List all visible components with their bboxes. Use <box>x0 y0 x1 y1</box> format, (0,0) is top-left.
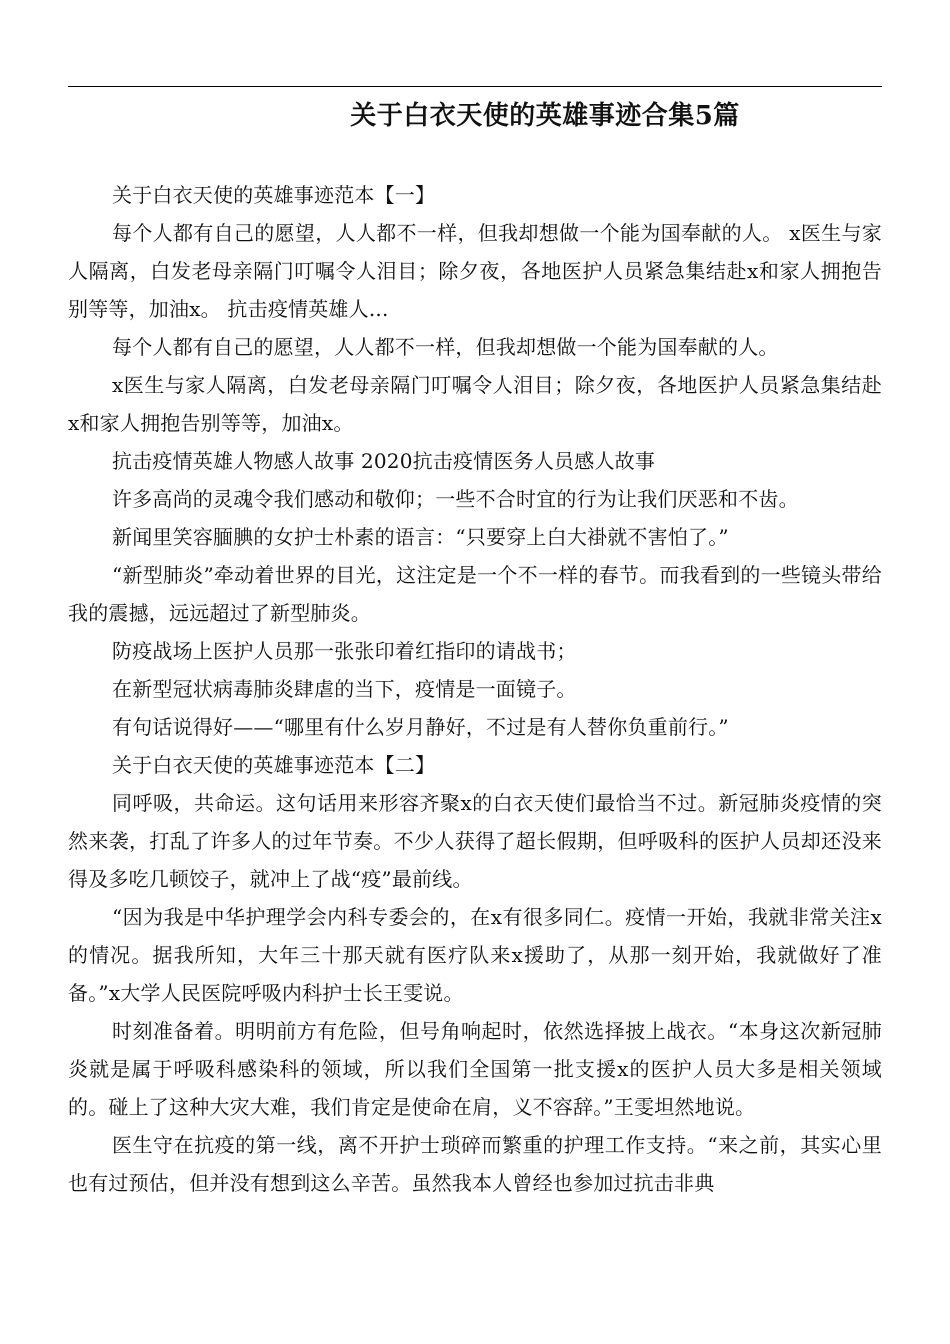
paragraph: 医生守在抗疫的第一线，离不开护士琐碎而繁重的护理工作支持。“来之前，其实心里也有过预估，但并没有想到这么辛苦。虽然我本人曾经也参加过抗击非典 <box>68 1133 882 1195</box>
document-title <box>68 98 882 134</box>
header-rule <box>68 86 882 87</box>
paragraph: 新闻里笑容腼腆的女护士朴素的语言：“只要穿上白大褂就不害怕了。” <box>112 525 729 549</box>
paragraph: 许多高尚的灵魂令我们感动和敬仰；一些不合时宜的行为让我们厌恶和不齿。 <box>112 487 799 511</box>
paragraph: 每个人都有自己的愿望，人人都不一样，但我却想做一个能为国奉献的人。 <box>112 335 779 359</box>
paragraph: “因为我是中华护理学会内科专委会的，在x有很多同仁。疫情一开始，我就非常关注x的情况。据我所知，大年三十那天就有医疗队来x援助了，从那一刻开始，我就做好了准备。”x大学人民医院呼吸内科护士长王雯说。 <box>68 905 882 1005</box>
section-heading-1: 关于白衣天使的英雄事迹范本【一】 <box>112 183 436 207</box>
paragraph: 同呼吸，共命运。这句话用来形容齐聚x的白衣天使们最恰当不过。新冠肺炎疫情的突然来袭，打乱了许多人的过年节奏。不少人获得了超长假期，但呼吸科的医护人员却还没来得及多吃几顿饺子，就冲上了战“疫”最前线。 <box>68 791 882 891</box>
section-heading-2: 关于白衣天使的英雄事迹范本【二】 <box>112 753 436 777</box>
paragraph: x医生与家人隔离，白发老母亲隔门叮嘱令人泪目；除夕夜，各地医护人员紧急集结赴x和家人拥抱告别等等，加油x。 <box>68 373 882 435</box>
paragraph: “新型肺炎”牵动着世界的目光，这注定是一个不一样的春节。而我看到的一些镜头带给我的震撼，远远超过了新型肺炎。 <box>68 563 882 625</box>
paragraph: 抗击疫情英雄人物感人故事 2020抗击疫情医务人员感人故事 <box>112 449 656 473</box>
document-body <box>68 176 882 1202</box>
paragraph: 防疫战场上医护人员那一张张印着红指印的请战书； <box>112 639 577 663</box>
paragraph: 有句话说得好——“哪里有什么岁月静好，不过是有人替你负重前行。” <box>112 715 729 739</box>
paragraph: 在新型冠状病毒肺炎肆虐的当下，疫情是一面镜子。 <box>112 677 577 701</box>
paragraph: 时刻准备着。明明前方有危险，但号角响起时，依然选择披上战衣。“本身这次新冠肺炎就是属于呼吸科感染科的领域，所以我们全国第一批支援x的医护人员大多是相关领域的。碰上了这种大灾大难，我们肯定是使命在肩，义不容辞。”王雯坦然地说。 <box>68 1019 882 1119</box>
document-title-text: 关于白衣天使的英雄事迹合集5篇 <box>350 101 740 131</box>
paragraph: 每个人都有自己的愿望，人人都不一样，但我却想做一个能为国奉献的人。 x医生与家人隔离，白发老母亲隔门叮嘱令人泪目；除夕夜，各地医护人员紧急集结赴x和家人拥抱告别等等，加油x。 抗击疫情英雄人... <box>68 221 882 321</box>
